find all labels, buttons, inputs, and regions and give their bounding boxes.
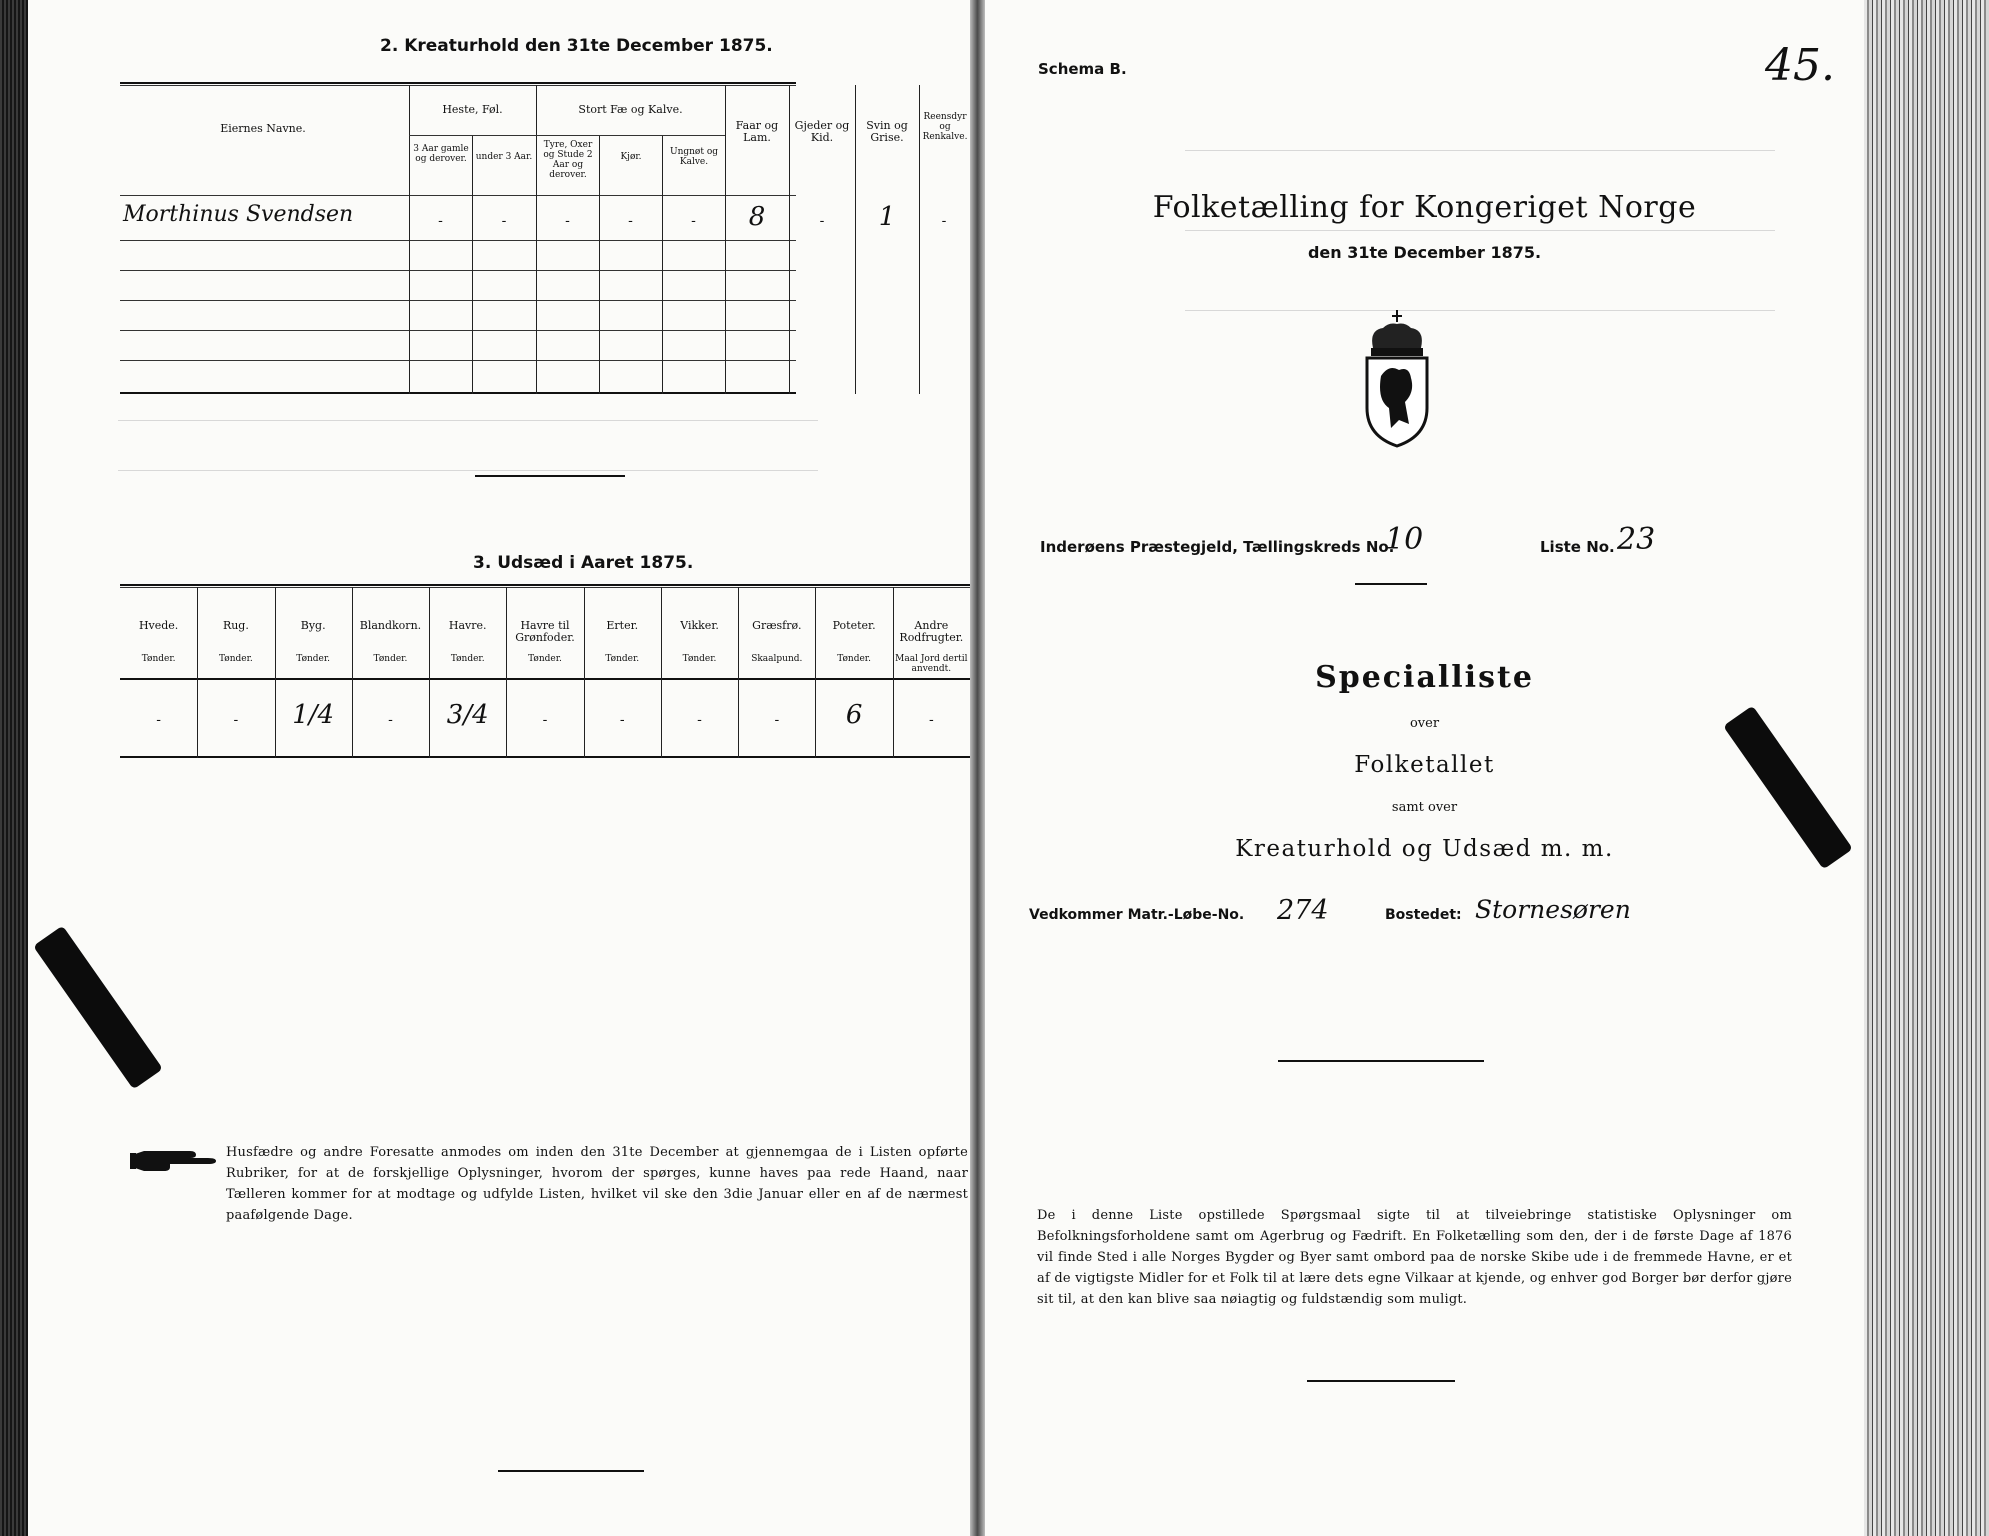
seed-column-header: Andre Rodfrugter. bbox=[899, 619, 964, 644]
column-divider bbox=[815, 587, 816, 758]
seed-column-header: Byg. bbox=[300, 619, 326, 632]
seed-column-header: Poteter. bbox=[832, 619, 876, 632]
table-rule bbox=[120, 678, 970, 680]
table-rule bbox=[120, 195, 796, 196]
separator-line bbox=[1278, 1060, 1484, 1062]
table-row-line bbox=[120, 300, 796, 301]
table-row-line bbox=[120, 360, 796, 361]
horses-old-header: 3 Aar gamle og derover. bbox=[413, 144, 469, 164]
seed-value-cell: - bbox=[156, 712, 161, 728]
census-date: den 31te December 1875. bbox=[1307, 243, 1542, 262]
cell-goats: - bbox=[819, 213, 825, 229]
column-divider bbox=[661, 587, 662, 758]
reindeer-header: Reensdyr og Renkalve. bbox=[922, 112, 968, 142]
separator-line bbox=[1307, 1380, 1455, 1382]
page-clip bbox=[33, 925, 163, 1089]
seed-column-header: Havre til Grønfoder. bbox=[515, 619, 575, 644]
seed-column-unit: Tønder. bbox=[528, 654, 562, 664]
district-number: 10 bbox=[1385, 522, 1424, 557]
seed-column-unit: Tønder. bbox=[141, 654, 176, 664]
column-divider bbox=[429, 587, 430, 758]
specialliste-heading: Specialliste bbox=[1315, 660, 1534, 695]
page-number: 45. bbox=[1765, 40, 1835, 91]
seed-value-cell: - bbox=[928, 712, 934, 728]
seed-column-unit: Tønder. bbox=[450, 654, 485, 664]
coat-of-arms-icon bbox=[1359, 308, 1435, 452]
seed-value-cell: 1/4 bbox=[292, 700, 335, 730]
seed-value-cell: - bbox=[774, 712, 780, 728]
parish-line: Inderøens Præstegjeld, Tællingskreds No. bbox=[1040, 538, 1395, 556]
cell-sheep: 8 bbox=[748, 202, 766, 232]
table-rule bbox=[120, 82, 796, 84]
horses-young-header: under 3 Aar. bbox=[475, 152, 533, 162]
book-edge-left bbox=[0, 0, 28, 1536]
section2-title: 2. Kreaturhold den 31te December 1875. bbox=[380, 36, 773, 56]
goats-header: Gjeder og Kid. bbox=[794, 119, 850, 144]
column-divider bbox=[536, 85, 537, 394]
column-divider bbox=[275, 587, 276, 758]
separator-line bbox=[1355, 583, 1427, 585]
column-divider bbox=[738, 587, 739, 758]
column-divider bbox=[855, 85, 856, 394]
folketallet-heading: Folketallet bbox=[1354, 752, 1495, 778]
table-rule bbox=[120, 584, 970, 586]
column-divider bbox=[584, 587, 585, 758]
section3-title: 3. Udsæd i Aaret 1875. bbox=[473, 553, 694, 573]
census-title: Folketælling for Kongeriget Norge bbox=[1152, 190, 1697, 225]
bleed-through-line bbox=[118, 420, 818, 421]
book-edge-right bbox=[1864, 0, 1989, 1536]
bosted-label: Bostedet: bbox=[1385, 907, 1462, 923]
cell-reindeer: - bbox=[941, 213, 947, 229]
seed-value-cell: - bbox=[233, 712, 239, 728]
cell-pigs: 1 bbox=[878, 202, 896, 232]
column-divider bbox=[662, 135, 663, 394]
owner-name-handwritten: Morthinus Svendsen bbox=[123, 202, 354, 227]
over-text: over bbox=[1409, 716, 1440, 731]
seed-column-unit: Maal Jord dertil anvendt. bbox=[895, 654, 968, 674]
liste-number: 23 bbox=[1617, 522, 1656, 557]
cattle-group-header: Stort Fæ og Kalve. bbox=[578, 103, 683, 116]
cell-young-cattle: - bbox=[691, 213, 696, 229]
bleed-through-line bbox=[1185, 310, 1775, 311]
seed-column-header: Erter. bbox=[606, 619, 639, 632]
table-rule bbox=[120, 756, 970, 758]
samt-over-text: samt over bbox=[1391, 800, 1458, 815]
seed-column-header: Græsfrø. bbox=[752, 619, 802, 632]
cell-horses-young: - bbox=[501, 213, 507, 229]
column-divider bbox=[789, 85, 790, 394]
seed-value-cell: - bbox=[542, 712, 548, 728]
separator-line bbox=[498, 1470, 644, 1472]
column-divider bbox=[409, 85, 410, 394]
seed-column-header: Rug. bbox=[222, 619, 249, 632]
right-page bbox=[985, 0, 1864, 1536]
horses-group-header: Heste, Føl. bbox=[442, 103, 503, 116]
seed-value-cell: - bbox=[697, 712, 702, 728]
book-gutter bbox=[970, 0, 985, 1536]
seed-column-unit: Tønder. bbox=[682, 654, 717, 664]
seed-column-unit: Tønder. bbox=[837, 654, 871, 664]
table-rule bbox=[120, 85, 796, 86]
household-notice: Husfædre og andre Foresatte anmodes om inden den 31te December at gjennemgaa de i Listen opførte Rubriker, for at de forskjellige Oplysninger, hvorom der spørges, kunne haves paa rede Haand, naar Tælleren kommer for at modtage og udfylde Listen, hvilket vil ske den 3die Januar eller en af de nærmest paafølgende Dage. bbox=[226, 1145, 968, 1223]
column-divider bbox=[725, 85, 726, 394]
cell-horses-old: - bbox=[438, 213, 443, 229]
census-purpose-footer: De i denne Liste opstillede Spørgsmaal sigte til at tilveiebringe statistiske Oplysninger om Befolkningsforholdene samt om Agerbrug og Fædrift. En Folketælling som den, der i de første Dage af 1876 vil finde Sted i alle Norges Bygder og Byer samt ombord paa de norske Skibe ude i de fremmede Havne, er et af de vigtigste Midler for et Folk til at lære dets egne Vilkaar at kjende, og enhver god Borger bør derfor gjøre sit til, at den kan blive saa nøiagtig og fuldstændig som muligt. bbox=[1037, 1208, 1792, 1307]
bleed-through-line bbox=[118, 470, 818, 471]
group-header-line bbox=[409, 135, 536, 136]
seed-column-header: Havre. bbox=[448, 619, 487, 632]
liste-label: Liste No. bbox=[1540, 538, 1615, 556]
sheep-header: Faar og Lam. bbox=[735, 119, 779, 144]
seed-value-cell: 6 bbox=[845, 700, 863, 730]
seed-column-unit: Tønder. bbox=[605, 654, 640, 664]
pointing-hand-icon bbox=[130, 1145, 222, 1179]
table-row-line bbox=[120, 270, 796, 271]
bleed-through-line bbox=[1185, 230, 1775, 231]
matr-label: Vedkommer Matr.-Løbe-No. bbox=[1029, 907, 1245, 923]
seed-column-unit: Tønder. bbox=[219, 654, 253, 664]
seed-column-header: Hvede. bbox=[138, 619, 179, 632]
kreatur-heading: Kreaturhold og Udsæd m. m. bbox=[1235, 836, 1614, 862]
bleed-through-line bbox=[1185, 150, 1775, 151]
bulls-header: Tyre, Oxer og Stude 2 Aar og derover. bbox=[543, 140, 593, 180]
group-header-line bbox=[536, 135, 725, 136]
cows-header: Kjør. bbox=[620, 152, 642, 162]
seed-column-header: Vikker. bbox=[680, 619, 719, 632]
matr-number: 274 bbox=[1277, 895, 1329, 926]
seed-column-unit: Tønder. bbox=[373, 654, 408, 664]
table-row-line bbox=[120, 330, 796, 331]
column-divider bbox=[197, 587, 198, 758]
seed-value-cell: - bbox=[619, 712, 625, 728]
table-rule bbox=[120, 587, 970, 588]
column-divider bbox=[352, 587, 353, 758]
cell-cows: - bbox=[628, 213, 633, 229]
column-divider bbox=[506, 587, 507, 758]
young-cattle-header: Ungnøt og Kalve. bbox=[669, 147, 718, 167]
bosted-value: Stornesøren bbox=[1475, 895, 1631, 924]
seed-value-cell: 3/4 bbox=[446, 700, 489, 730]
seed-value-cell: - bbox=[388, 712, 393, 728]
left-page bbox=[28, 0, 970, 1536]
owner-header: Eiernes Navne. bbox=[220, 122, 306, 135]
seed-column-header: Blandkorn. bbox=[359, 619, 422, 632]
table-rule bbox=[120, 392, 796, 394]
table-row-line bbox=[120, 240, 796, 241]
cell-bulls: - bbox=[565, 213, 570, 229]
seed-column-unit: Tønder. bbox=[296, 654, 331, 664]
schema-label: Schema B. bbox=[1038, 60, 1127, 78]
column-divider bbox=[599, 135, 600, 394]
seed-column-unit: Skaalpund. bbox=[751, 654, 803, 664]
separator-line bbox=[475, 475, 625, 477]
pigs-header: Svin og Grise. bbox=[866, 119, 908, 144]
column-divider bbox=[472, 135, 473, 394]
